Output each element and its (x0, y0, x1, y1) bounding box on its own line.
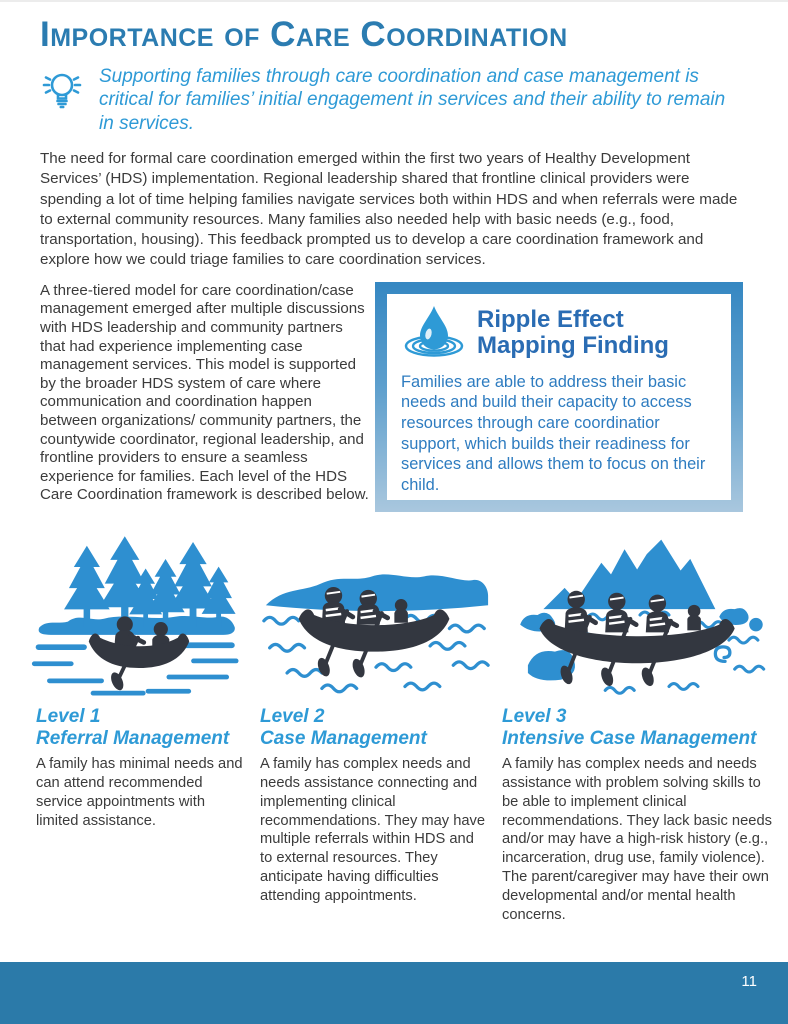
callout-body: Families are able to address their basic needs and build their capacity to access resources through care coordinatior support, which builds their readiness for services and allows them to focus on their child. (401, 372, 706, 494)
two-column-section (40, 282, 743, 512)
intro-paragraph: The need for formal care coordination emerged within the first two years of Healthy Development Services’ (HDS) implementation. Regional leadership shared that frontline clinical providers were spending a lot of time helping families navigate services both within HDS and when referrals were made to external community resources. Many families also needed help with basic needs (e.g., food, transportation, housing). This feedback prompted us to develop a care coordination framework and explore how we could triage families to care coordination services. (40, 150, 738, 269)
page-title: Importance of Care Coordination (40, 15, 568, 54)
key-message-callout (38, 65, 738, 136)
level-1-name: Referral Management (36, 727, 230, 749)
level-2-column (260, 706, 488, 925)
level-3-heading (502, 706, 776, 750)
water-drop-ripple-icon (401, 304, 467, 363)
level-1-number: Level 1 (36, 705, 101, 727)
level-illustrations-row (30, 528, 762, 700)
ripple-effect-mapping-box (375, 282, 743, 512)
model-paragraph: A three-tiered model for care coordination/case management emerged after multiple discussions with HDS leadership and community partners that had experience implementing case management services. This model is supported by the broader HDS system of care where communication and coordination happen between organizations/ community partners, the countywide coordinator, regional leadership, and frontline providers to ensure a seamless experience for families. Each level of the HDS Care Coordination framework is described below. (40, 281, 369, 504)
level-2-number: Level 2 (260, 705, 325, 727)
ripple-effect-mapping-box-inner (387, 294, 731, 500)
level-3-number: Level 3 (502, 705, 567, 727)
page-number: 11 (741, 973, 757, 990)
callout-title: Ripple Effect Mapping Finding (477, 306, 669, 360)
level-2-heading (260, 706, 488, 750)
level-1-illustration (30, 528, 248, 700)
level-1-column (36, 706, 246, 925)
level-3-illustration (504, 528, 776, 700)
key-message-text: Supporting families through care coordination and case management is critical for families’ initial engagement in services and their ability to remain in services. (99, 65, 726, 134)
level-1-description: A family has minimal needs and can attend recommended service appointments with limited assistance. (36, 755, 243, 829)
levels-row (36, 705, 772, 925)
level-2-description: A family has complex needs and needs assistance connecting and implementing clinical recommendations. They may have multiple referrals within HDS and to external resources. They anticipate having difficulties attending appointments. (260, 755, 486, 905)
level-3-column (502, 706, 776, 925)
callout-header (401, 304, 715, 363)
level-2-illustration (258, 528, 494, 700)
level-3-description: A family has complex needs and needs assistance with problem solving skills to be able to implement clinical recommendations. They lack basic needs and/or may have a high-risk history (e.g., incarceration, drug use, family violence). The parent/caregiver may have their own developmental and/or mental health concerns. (502, 755, 772, 924)
level-2-name: Case Management (260, 727, 427, 749)
level-1-heading (36, 706, 246, 750)
footer-bar (0, 962, 788, 1024)
lightbulb-icon (38, 65, 86, 121)
level-3-name: Intensive Case Management (502, 727, 757, 749)
